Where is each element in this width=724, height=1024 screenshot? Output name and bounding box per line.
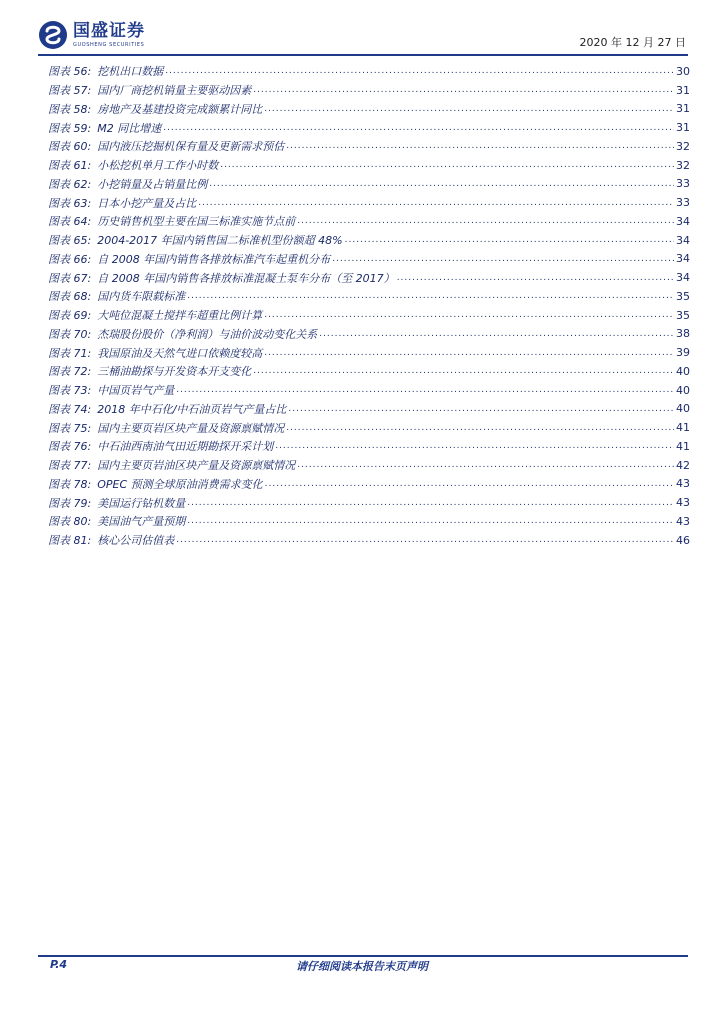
footer-divider <box>38 955 688 957</box>
toc-entry[interactable] <box>48 156 690 175</box>
page-ref: 40 <box>676 364 690 378</box>
page-ref: 43 <box>676 477 690 491</box>
toc-entry[interactable] <box>48 325 690 344</box>
dot-leader <box>297 460 674 470</box>
figure-number: 图表 71: <box>48 346 92 360</box>
figure-title: 国内液压挖掘机保有量及更新需求预估 <box>97 140 285 154</box>
toc-entry[interactable] <box>48 62 690 81</box>
toc-entry[interactable] <box>48 287 690 306</box>
figure-title: 杰瑞股份股价（净利润）与油价波动变化关系 <box>97 327 318 341</box>
figure-number: 图表 65: <box>48 234 92 248</box>
page-ref: 34 <box>676 271 690 285</box>
disclaimer-note: 请仔细阅读本报告末页声明 <box>296 960 428 973</box>
figure-title: 我国原油及天然气进口依赖度较高 <box>97 346 263 360</box>
toc-entry[interactable] <box>48 400 690 419</box>
figure-number: 图表 63: <box>48 196 92 210</box>
figure-number: 图表 58: <box>48 102 92 116</box>
page-ref: 34 <box>676 252 690 266</box>
figure-number: 图表 77: <box>48 459 92 473</box>
figure-title: 美国运行钻机数量 <box>97 496 186 510</box>
dot-leader <box>345 235 674 245</box>
figure-title: 挖机出口数据 <box>97 65 164 79</box>
toc-entry[interactable] <box>48 493 690 512</box>
figure-number: 图表 81: <box>48 534 92 548</box>
page-ref: 40 <box>676 383 690 397</box>
figure-title: 房地产及基建投资完成额累计同比 <box>97 102 263 116</box>
dot-leader <box>209 179 674 189</box>
toc-entry[interactable] <box>48 418 690 437</box>
page-ref: 38 <box>676 327 690 341</box>
dot-leader <box>176 385 674 395</box>
dot-leader <box>198 198 674 208</box>
page-ref: 31 <box>676 121 690 135</box>
toc-entry[interactable] <box>48 437 690 456</box>
page-ref: 31 <box>676 83 690 97</box>
page-ref: 39 <box>676 346 690 360</box>
figure-title: 2018 年中石化/中石油页岩气产量占比 <box>97 402 287 416</box>
logo-name-cn: 国盛证券 <box>73 20 145 41</box>
figure-number: 图表 73: <box>48 384 92 398</box>
figure-number: 图表 69: <box>48 309 92 323</box>
figure-title: 自 2008 年国内销售各排放标准混凝土泵车分布（至 2017） <box>97 271 395 285</box>
dot-leader <box>397 273 674 283</box>
figure-title: 国内厂商挖机销量主要驱动因素 <box>97 84 252 98</box>
page-ref: 35 <box>676 289 690 303</box>
toc-entry[interactable] <box>48 100 690 119</box>
figure-title: 小松挖机单月工作小时数 <box>97 159 219 173</box>
page-ref: 41 <box>676 439 690 453</box>
toc-entry[interactable] <box>48 81 690 100</box>
figure-title: 自 2008 年国内销售各排放标准汽车起重机分布 <box>97 252 331 266</box>
dot-leader <box>187 291 674 301</box>
figure-title: 国内主要页岩区块产量及资源禀赋情况 <box>97 421 285 435</box>
page-ref: 32 <box>676 139 690 153</box>
page-ref: 34 <box>676 233 690 247</box>
figure-title: 历史销售机型主要在国三标准实施节点前 <box>97 215 296 229</box>
header-divider <box>38 54 688 56</box>
dot-leader <box>264 348 674 358</box>
page-ref: 30 <box>676 64 690 78</box>
figure-number: 图表 78: <box>48 477 92 491</box>
figure-number: 图表 59: <box>48 121 92 135</box>
page-number: P.4 <box>50 958 68 971</box>
toc-entry[interactable] <box>48 306 690 325</box>
dot-leader <box>286 423 674 433</box>
toc-entry[interactable] <box>48 531 690 550</box>
dot-leader <box>176 535 674 545</box>
dot-leader <box>165 66 674 76</box>
figure-title: M2 同比增速 <box>97 121 162 135</box>
dot-leader <box>297 216 674 226</box>
figure-number: 图表 61: <box>48 159 92 173</box>
dot-leader <box>220 160 674 170</box>
figure-number: 图表 57: <box>48 84 92 98</box>
dot-leader <box>187 498 674 508</box>
dot-leader <box>319 329 674 339</box>
figure-number: 图表 72: <box>48 365 92 379</box>
page-ref: 33 <box>676 177 690 191</box>
report-date: 2020 年 12 月 27 日 <box>579 36 686 49</box>
page-ref: 31 <box>676 102 690 116</box>
dot-leader <box>275 441 674 451</box>
page-ref: 43 <box>676 496 690 510</box>
figure-title: 美国油气产量预期 <box>97 515 186 529</box>
toc-entry[interactable] <box>48 343 690 362</box>
dot-leader <box>264 310 674 320</box>
figure-title: 核心公司估值表 <box>97 534 175 548</box>
figure-title: 国内主要页岩油区块产量及资源禀赋情况 <box>97 459 296 473</box>
dot-leader <box>187 516 674 526</box>
figure-index <box>48 62 690 550</box>
figure-title: 2004-2017 年国内销售国二标准机型份额超 48% <box>97 234 343 248</box>
figure-title: 小挖销量及占销量比例 <box>97 177 208 191</box>
figure-title: OPEC 预测全球原油消费需求变化 <box>97 477 263 491</box>
logo-icon <box>38 20 68 50</box>
page-ref: 46 <box>676 533 690 547</box>
dot-leader <box>332 254 674 264</box>
page-ref: 34 <box>676 214 690 228</box>
figure-number: 图表 76: <box>48 440 92 454</box>
figure-number: 图表 80: <box>48 515 92 529</box>
page-ref: 32 <box>676 158 690 172</box>
figure-number: 图表 56: <box>48 65 92 79</box>
toc-entry[interactable] <box>48 212 690 231</box>
page-ref: 33 <box>676 196 690 210</box>
dot-leader <box>253 366 674 376</box>
toc-entry[interactable] <box>48 175 690 194</box>
page-header <box>38 18 688 54</box>
figure-title: 日本小挖产量及占比 <box>97 196 197 210</box>
toc-entry[interactable] <box>48 268 690 287</box>
figure-number: 图表 66: <box>48 252 92 266</box>
toc-entry[interactable] <box>48 231 690 250</box>
figure-number: 图表 64: <box>48 215 92 229</box>
toc-entry[interactable] <box>48 512 690 531</box>
toc-entry[interactable] <box>48 362 690 381</box>
toc-entry[interactable] <box>48 250 690 269</box>
toc-entry[interactable] <box>48 456 690 475</box>
figure-title: 三桶油勘探与开发资本开支变化 <box>97 365 252 379</box>
figure-number: 图表 60: <box>48 140 92 154</box>
toc-entry[interactable] <box>48 381 690 400</box>
toc-entry[interactable] <box>48 118 690 137</box>
figure-title: 国内货车限载标准 <box>97 290 186 304</box>
page-ref: 42 <box>676 458 690 472</box>
toc-entry[interactable] <box>48 193 690 212</box>
page-ref: 43 <box>676 514 690 528</box>
figure-title: 中国页岩气产量 <box>97 384 175 398</box>
figure-title: 大吨位混凝土搅拌车超重比例计算 <box>97 309 263 323</box>
toc-entry[interactable] <box>48 475 690 494</box>
dot-leader <box>265 479 674 489</box>
figure-number: 图表 75: <box>48 421 92 435</box>
dot-leader <box>288 404 674 414</box>
page-ref: 40 <box>676 402 690 416</box>
figure-title: 中石油西南油气田近期勘探开采计划 <box>97 440 274 454</box>
page-ref: 41 <box>676 421 690 435</box>
dot-leader <box>163 123 674 133</box>
toc-entry[interactable] <box>48 137 690 156</box>
dot-leader <box>286 141 674 151</box>
figure-number: 图表 62: <box>48 177 92 191</box>
logo-name-en: GUOSHENG SECURITIES <box>73 41 145 48</box>
figure-number: 图表 70: <box>48 327 92 341</box>
figure-number: 图表 67: <box>48 271 92 285</box>
dot-leader <box>253 85 674 95</box>
figure-number: 图表 68: <box>48 290 92 304</box>
dot-leader <box>264 104 674 114</box>
figure-number: 图表 74: <box>48 402 92 416</box>
figure-number: 图表 79: <box>48 496 92 510</box>
page-ref: 35 <box>676 308 690 322</box>
company-logo <box>38 20 145 50</box>
